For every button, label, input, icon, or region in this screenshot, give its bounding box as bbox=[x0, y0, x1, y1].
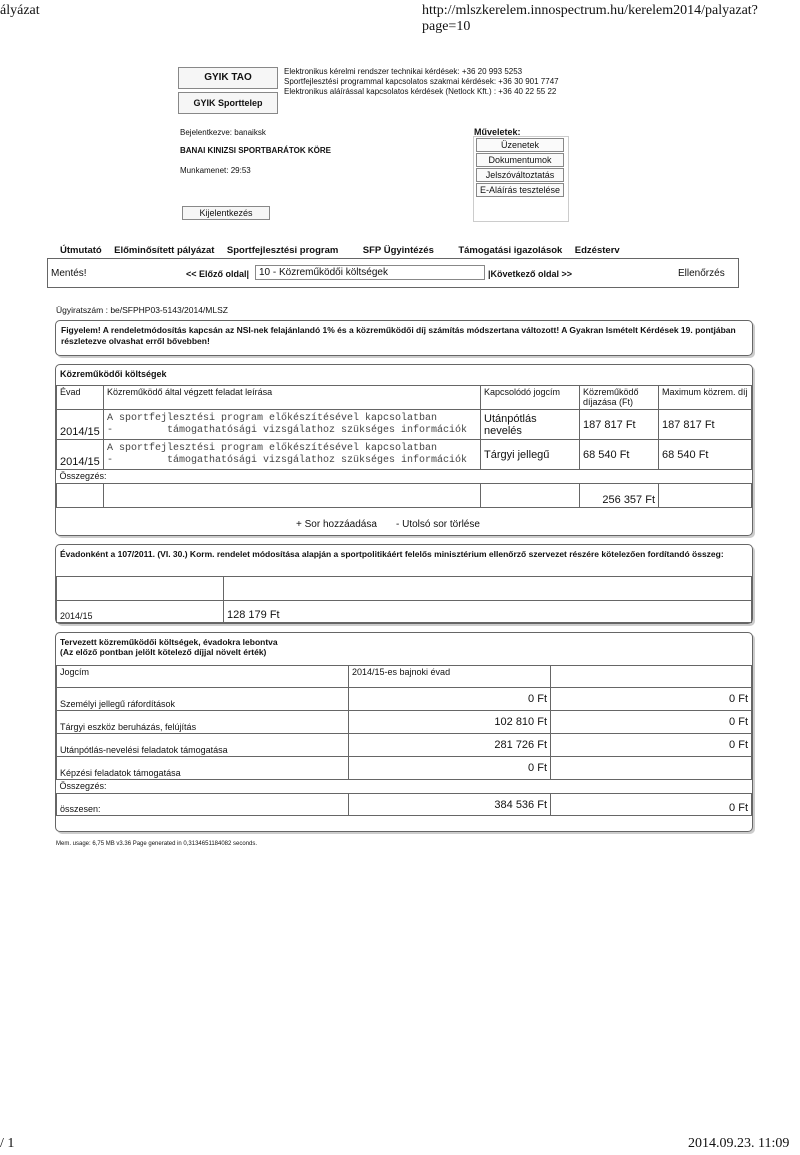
planned-row-label: Tárgyi eszköz beruházás, felújítás bbox=[57, 711, 349, 734]
planned-row-v2: 0 Ft bbox=[551, 711, 752, 734]
costs-title: Közreműködői költségek bbox=[60, 369, 167, 379]
planned-title-line2: (Az előző pontban jelölt kötelező díjjal növelt érték) bbox=[60, 647, 267, 657]
row-max: 68 540 Ft bbox=[659, 440, 752, 470]
support-line-professional: Sportfejlesztési programmal kapcsolatos szakmai kérdések: +36 30 901 7747 bbox=[284, 77, 559, 86]
planned-total-v2: 0 Ft bbox=[551, 794, 752, 816]
planned-row-v1: 0 Ft bbox=[349, 688, 551, 711]
row-fee[interactable]: 187 817 Ft bbox=[580, 410, 659, 440]
table-row bbox=[57, 688, 752, 711]
case-number: Ügyiratszám : be/SFPHP03-5143/2014/MLSZ bbox=[56, 305, 228, 315]
planned-title-line1: Tervezett közreműködői költségek, évadokra lebontva bbox=[60, 637, 278, 647]
costs-summary-label: Összegzés: bbox=[57, 470, 752, 484]
documents-button[interactable]: Dokumentumok bbox=[476, 153, 564, 167]
save-button[interactable]: Mentés! bbox=[51, 268, 87, 279]
page-url: http://mlszkerelem.innospectrum.hu/kerelem2014/palyazat?page=10 bbox=[422, 3, 758, 34]
mandatory-section bbox=[55, 544, 753, 624]
row-desc[interactable]: A sportfejlesztési program előkészítésével kapcsolatban - támogathatósági vizsgálathoz szükséges információk bbox=[104, 440, 481, 470]
nav-guide[interactable]: Útmutató bbox=[60, 245, 102, 256]
support-line-technical: Elektronikus kérelmi rendszer technikai kérdések: +36 20 993 5253 bbox=[284, 67, 523, 76]
planned-total-label: összesen: bbox=[57, 794, 349, 816]
page-title-fragment: ályázat bbox=[0, 3, 40, 18]
next-page-link[interactable]: |Következő oldal >> bbox=[488, 269, 573, 279]
table-row bbox=[57, 734, 752, 757]
planned-section bbox=[55, 632, 753, 832]
planned-row-v1: 281 726 Ft bbox=[349, 734, 551, 757]
col-title: Kapcsolódó jogcím bbox=[481, 386, 580, 410]
logout-button[interactable]: Kijelentkezés bbox=[182, 206, 270, 220]
row-desc[interactable]: A sportfejlesztési program előkészítésével kapcsolatban - támogathatósági vizsgálathoz szükséges információk bbox=[104, 410, 481, 440]
table-row bbox=[57, 440, 752, 470]
planned-row-label: Utánpótlás-nevelési feladatok támogatása bbox=[57, 734, 349, 757]
planned-row-v1: 0 Ft bbox=[349, 757, 551, 780]
faq-tao-button[interactable]: GYIK TAO bbox=[178, 67, 278, 89]
support-info bbox=[284, 67, 559, 97]
mandatory-table bbox=[56, 576, 752, 623]
ops-title: Műveletek: bbox=[474, 127, 521, 137]
planned-row-v2: 0 Ft bbox=[551, 688, 752, 711]
password-change-button[interactable]: Jelszóváltoztatás bbox=[476, 168, 564, 182]
nav-preq-app[interactable]: Előminősített pályázat bbox=[114, 245, 215, 256]
mandatory-season: 2014/15 bbox=[57, 601, 224, 623]
planned-total-v1: 384 536 Ft bbox=[349, 794, 551, 816]
table-row bbox=[57, 410, 752, 440]
prev-page-link[interactable]: << Előző oldal| bbox=[186, 269, 250, 279]
planned-row-label: Személyi jellegű ráfordítások bbox=[57, 688, 349, 711]
col-season-2014: 2014/15-es bajnoki évad bbox=[349, 666, 551, 688]
row-title[interactable]: Utánpótlás nevelés bbox=[481, 410, 580, 440]
mandatory-title: Évadonként a 107/2011. (VI. 30.) Korm. rendelet módosítása alapján a sportpolitikáért felelős minisztérium ellenőrző szervezet részére kötelezően fordítandó összeg: bbox=[60, 549, 724, 559]
nav-training-plan[interactable]: Edzésterv bbox=[574, 245, 620, 256]
nav-sport-program[interactable]: Sportfejlesztési program bbox=[226, 245, 339, 256]
planned-summary-label: Összegzés: bbox=[57, 780, 752, 794]
page-counter: / 1 bbox=[0, 1136, 15, 1151]
nav-support-certs[interactable]: Támogatási igazolások bbox=[458, 245, 563, 256]
planned-row-label: Képzési feladatok támogatása bbox=[57, 757, 349, 780]
nav-sfp-admin[interactable]: SFP Ügyintézés bbox=[362, 245, 434, 256]
delete-row-button[interactable]: - Utolsó sor törlése bbox=[396, 519, 480, 530]
costs-table bbox=[56, 385, 752, 508]
logged-in-user: Bejelentkezve: banaiksk bbox=[180, 128, 266, 137]
esign-test-button[interactable]: E-Aláírás tesztelése bbox=[476, 183, 564, 197]
row-fee[interactable]: 68 540 Ft bbox=[580, 440, 659, 470]
support-line-esign: Elektronikus aláírással kapcsolatos kérdések (Netlock Kft.) : +36 40 22 55 22 bbox=[284, 87, 557, 96]
row-title[interactable]: Tárgyi jellegű bbox=[481, 440, 580, 470]
col-fee: Közreműködő díjazása (Ft) bbox=[580, 386, 659, 410]
pager-bar bbox=[47, 258, 739, 288]
costs-total: 256 357 Ft bbox=[580, 484, 659, 508]
row-max: 187 817 Ft bbox=[659, 410, 752, 440]
col-desc: Közreműködő által végzett feladat leírása bbox=[104, 386, 481, 410]
planned-row-v1: 102 810 Ft bbox=[349, 711, 551, 734]
faq-sport-button[interactable]: GYIK Sporttelep bbox=[178, 92, 278, 114]
club-name: BANAI KINIZSI SPORTBARÁTOK KÖRE bbox=[180, 146, 331, 155]
print-timestamp: 2014.09.23. 11:09 bbox=[688, 1136, 790, 1151]
messages-button[interactable]: Üzenetek bbox=[476, 138, 564, 152]
table-row bbox=[57, 757, 752, 780]
planned-table bbox=[56, 665, 752, 816]
planned-row-v2: 0 Ft bbox=[551, 734, 752, 757]
ops-panel bbox=[473, 136, 569, 222]
col-jogcim: Jogcím bbox=[57, 666, 349, 688]
page-select[interactable]: 10 - Közreműködői költségek bbox=[255, 265, 485, 280]
col-season: Évad bbox=[57, 386, 104, 410]
planned-row-v2 bbox=[551, 757, 752, 780]
add-row-button[interactable]: + Sor hozzáadása bbox=[296, 519, 377, 530]
table-row bbox=[57, 711, 752, 734]
main-nav bbox=[60, 240, 628, 258]
row-season[interactable]: 2014/15 bbox=[57, 440, 104, 470]
mandatory-amount: 128 179 Ft bbox=[224, 601, 752, 623]
notice-box: Figyelem! A rendeletmódosítás kapcsán az NSI-nek felajánlandó 1% és a közreműködői díj számítás módszertana változott! A Gyakran Ismételt Kérdések 19. pontjában részletezve olvashat erről bővebben! bbox=[55, 320, 753, 356]
check-button[interactable]: Ellenőrzés bbox=[678, 268, 725, 279]
planned-title bbox=[60, 637, 278, 657]
session-timer: Munkamenet: 29:53 bbox=[180, 166, 251, 175]
costs-section bbox=[55, 364, 753, 536]
row-season[interactable]: 2014/15 bbox=[57, 410, 104, 440]
col-max: Maximum közrem. díj bbox=[659, 386, 752, 410]
mem-usage-footer: Mem. usage: 6,75 MB v3.36 Page generated in 0,3134651184082 seconds. bbox=[56, 841, 258, 847]
